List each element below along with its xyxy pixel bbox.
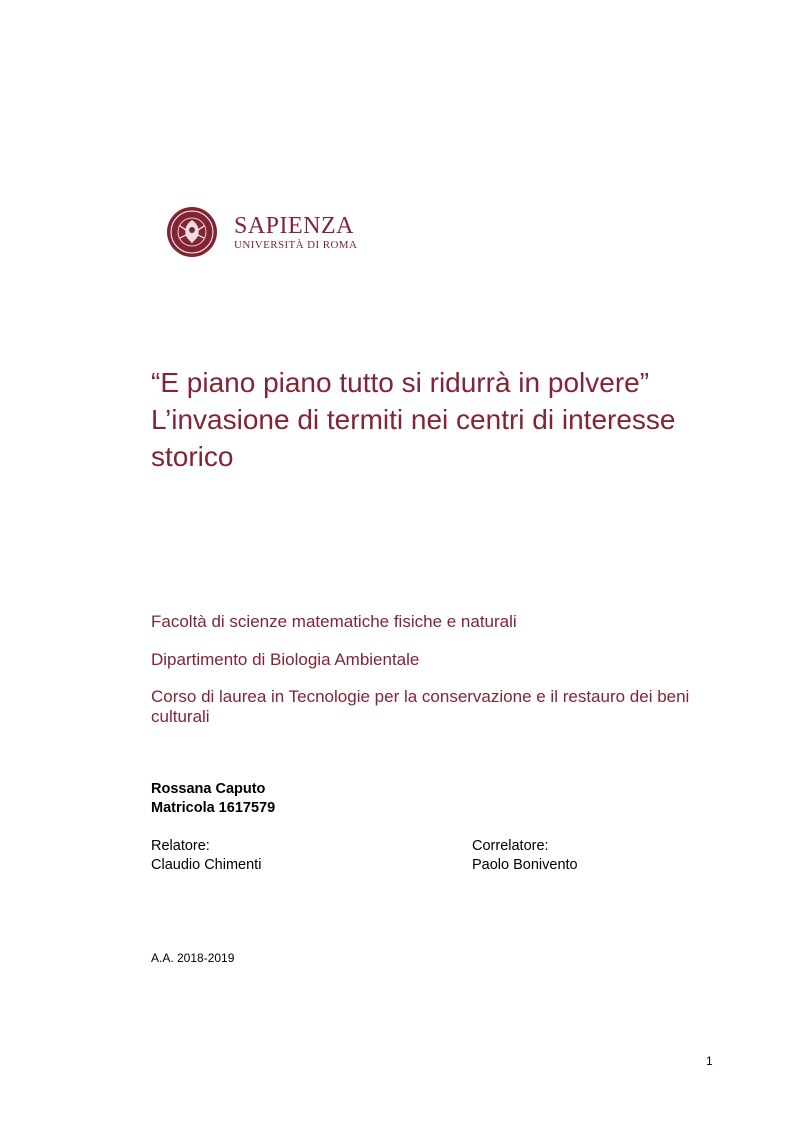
relatore-label: Relatore: [151,838,210,854]
university-wordmark [234,214,357,251]
wordmark-main: SAPIENZA [234,213,355,239]
student-matricola: Matricola 1617579 [151,800,276,816]
university-seal-icon [166,206,218,258]
title-line-1: “E piano piano tutto si ridurrà in polvere” [151,367,650,398]
correlatore-name: Paolo Bonivento [472,857,578,873]
faculty-name: Facoltà di scienze matematiche fisiche e naturali [151,612,517,631]
title-line-2: L’invasione di termiti nei centri di interesse [151,404,676,435]
title-line-3: storico [151,441,234,472]
page-number: 1 [706,1054,713,1068]
university-logo [166,206,376,262]
student-name: Rossana Caputo [151,781,266,797]
correlatore-label: Correlatore: [472,838,549,854]
thesis-title [151,364,751,475]
wordmark-subtitle: UNIVERSITÀ DI ROMA [234,239,358,251]
department-name: Dipartimento di Biologia Ambientale [151,650,420,669]
relatore-name: Claudio Chimenti [151,857,262,873]
course-name: Corso di laurea in Tecnologie per la conservazione e il restauro dei beni culturali [151,687,690,726]
academic-year: A.A. 2018-2019 [151,951,235,965]
